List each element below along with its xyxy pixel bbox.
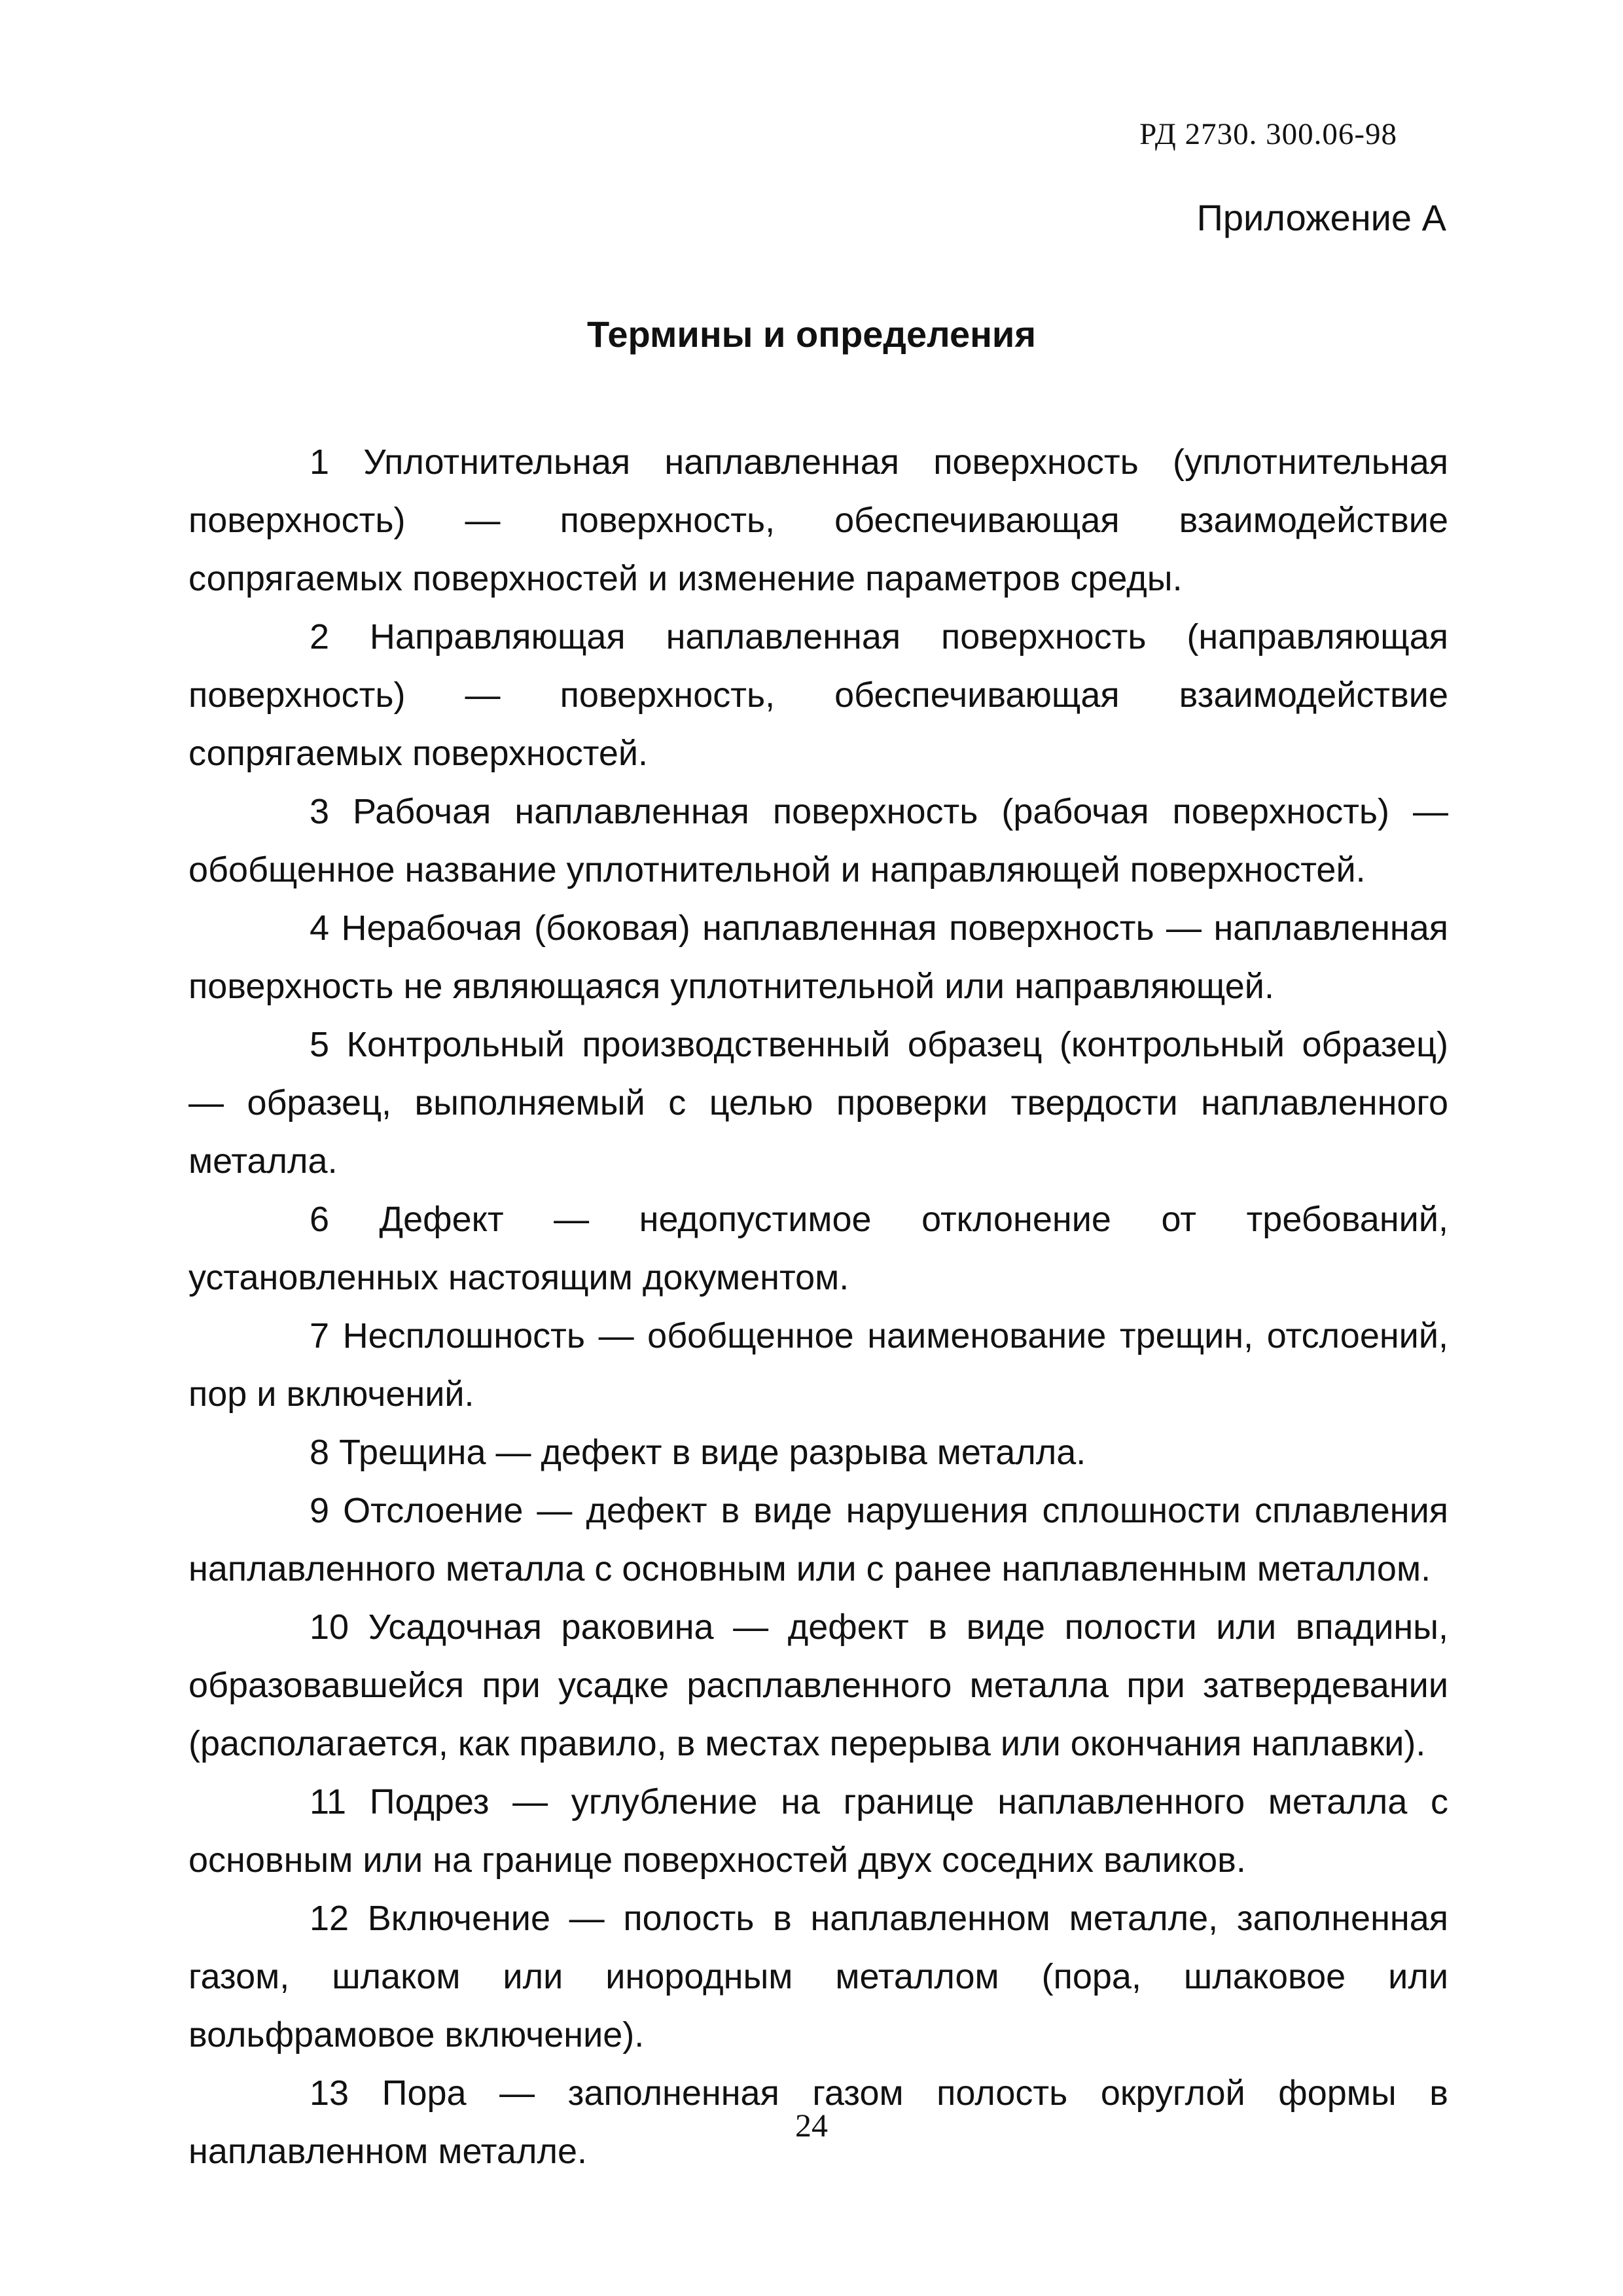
term-12: 12 Включение — полость в наплавленном металле, заполненная газом, шлаком или инородным металлом (пора, шлаковое или вольфрамовое включение). bbox=[188, 1899, 1448, 2054]
document-code: РД 2730. 300.06-98 bbox=[1139, 117, 1397, 151]
term-13: 13 Пора — заполненная газом полость округлой формы в наплавленном металле. bbox=[188, 2073, 1448, 2171]
term-4: 4 Нерабочая (боковая) наплавленная поверхность — наплавленная поверхность не являющаяся уплотнительной или направляющей. bbox=[188, 908, 1448, 1006]
term-11: 11 Подрез — углубление на границе наплавленного металла с основным или на границе поверхностей двух соседних валиков. bbox=[188, 1782, 1448, 1880]
term-9: 9 Отслоение — дефект в виде нарушения сплошности сплавления наплавленного металла с основным или с ранее наплавленным металлом. bbox=[188, 1491, 1448, 1588]
term-3: 3 Рабочая наплавленная поверхность (рабочая поверхность) — обобщенное название уплотнительной и направляющей поверхностей. bbox=[188, 792, 1448, 889]
term-2: 2 Направляющая наплавленная поверхность (направляющая поверхность) — поверхность, обеспечивающая взаимодействие сопрягаемых поверхностей. bbox=[188, 617, 1448, 773]
page-number: 24 bbox=[795, 2107, 828, 2144]
term-6: 6 Дефект — недопустимое отклонение от требований, установленных настоящим документом. bbox=[188, 1200, 1448, 1297]
term-5: 5 Контрольный производственный образец (контрольный образец) — образец, выполняемый с целью проверки твердости наплавленного металла. bbox=[188, 1025, 1448, 1181]
term-7: 7 Несплошность — обобщенное наименование трещин, отслоений, пор и включений. bbox=[188, 1316, 1448, 1414]
term-1: 1 Уплотнительная наплавленная поверхность (уплотнительная поверхность) — поверхность, обеспечивающая взаимодействие сопрягаемых поверхностей и изменение параметров среды. bbox=[188, 442, 1448, 598]
terms-list bbox=[188, 433, 1448, 2181]
appendix-label: Приложение А bbox=[1196, 197, 1446, 238]
term-10: 10 Усадочная раковина — дефект в виде полости или впадины, образовавшейся при усадке расплавленного металла при затвердевании (располагается, как правило, в местах перерыва или окончания наплавки). bbox=[188, 1607, 1448, 1763]
page-title: Термины и определения bbox=[586, 314, 1037, 355]
term-8: 8 Трещина — дефект в виде разрыва металла. bbox=[310, 1433, 1086, 1472]
